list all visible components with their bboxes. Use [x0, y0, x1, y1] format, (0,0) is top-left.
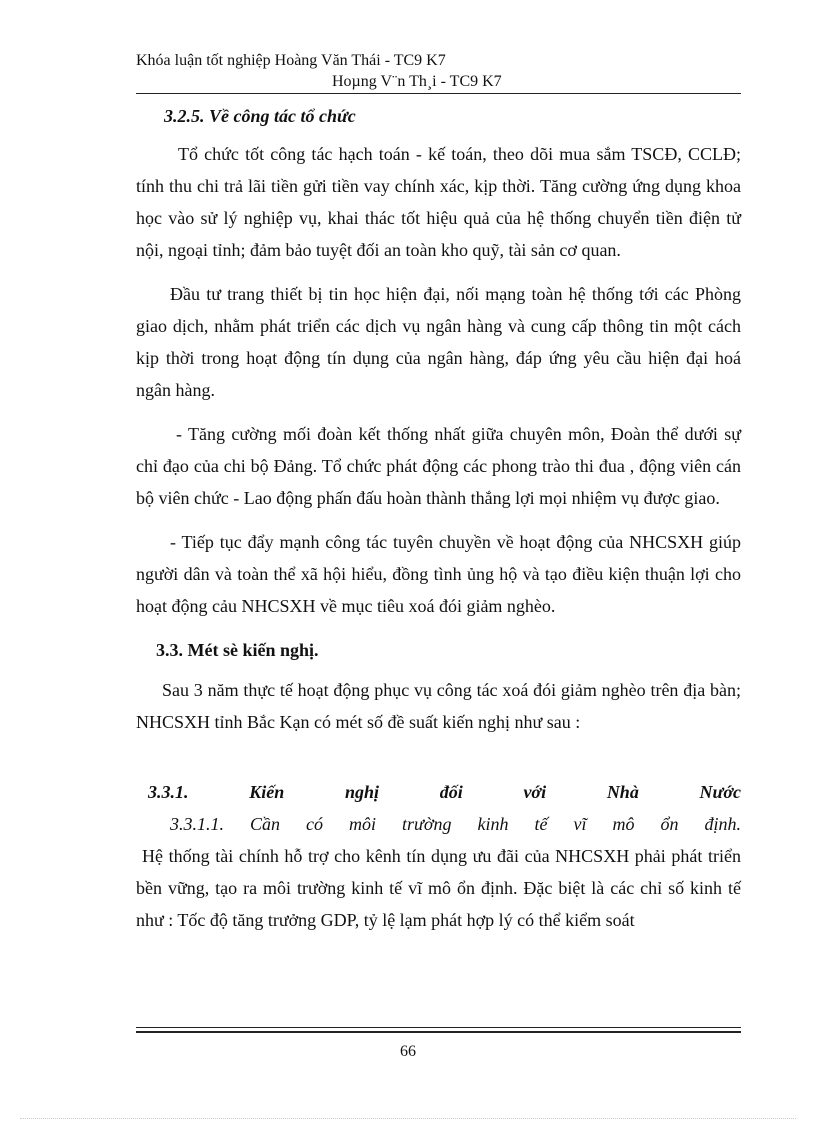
paragraph: Sau 3 năm thực tế hoạt động phục vụ công tác xoá đói giảm nghèo trên địa bàn; NHCSXH tỉnh Bắc Kạn có mét số đề suất kiến nghị như sau : [136, 680, 741, 732]
section-3-2-5-heading: 3.2.5. Về công tác tổ chức [164, 106, 356, 126]
heading-word: Cần [250, 814, 281, 834]
paragraph: - Tiếp tục đẩy mạnh công tác tuyên chuyền về hoạt động của NHCSXH giúp người dân và toàn thể xã hội hiểu, đồng tình ủng hộ và tạo điều kiện thuận lợi cho hoạt động cảu NHCSXH về mục tiêu xoá đói giảm nghèo. [136, 532, 741, 616]
section-3-3-heading: 3.3. Mét sè kiến nghị. [156, 640, 319, 660]
page-number: 66 [400, 1043, 416, 1060]
paragraph: - Tăng cường mối đoàn kết thống nhất giữa chuyên môn, Đoàn thể dưới sự chỉ đạo của chi bộ Đảng. Tổ chức phát động các phong trào thi đua , động viên cán bộ viên chức - Lao động phấn đấu hoàn thành thắng lợi mọi nhiệm vụ được giao. [136, 424, 741, 508]
heading-word: 3.3.1. [148, 782, 189, 802]
footer-rule [136, 1031, 741, 1033]
heading-word: mô [612, 814, 635, 834]
heading-word: tế [534, 814, 548, 834]
heading-word: với [523, 782, 547, 802]
heading-word: ổn [660, 814, 679, 834]
header-line-2: Hoµng V¨n Th¸i - TC9 K7 [332, 73, 502, 90]
heading-word: đối [439, 782, 463, 802]
page-body [136, 100, 741, 936]
heading-word: kinh [477, 814, 509, 834]
paragraph: Hệ thống tài chính hỗ trợ cho kênh tín dụng ưu đãi của NHCSXH phải phát triển bền vững, tạo ra môi trường kinh tế vĩ mô ổn định. Đặc biệt là các chỉ số kinh tế như : Tốc độ tăng trưởng GDP, tỷ lệ lạm phát hợp lý có thể kiểm soát [136, 846, 741, 930]
heading-word: môi [349, 814, 377, 834]
heading-word: Nước [699, 782, 741, 802]
header-line-1: Khóa luận tốt nghiệp Hoàng Văn Thái - TC9 K7 [136, 52, 446, 69]
section-3-3-1-1-heading [136, 808, 741, 840]
heading-word: nghị [344, 782, 379, 802]
footer-rule [136, 1027, 741, 1028]
heading-word: Kiến [249, 782, 285, 802]
paragraph: Đầu tư trang thiết bị tin học hiện đại, nối mạng toàn hệ thống tới các Phòng giao dịch, nhằm phát triển các dịch vụ ngân hàng và cung cấp thông tin một cách kịp thời trong hoạt động tín dụng của ngân hàng, đáp ứng yêu cầu hiện đại hoá ngân hàng. [136, 284, 741, 400]
heading-word: vĩ [573, 814, 587, 834]
page-edge-divider [20, 1118, 796, 1119]
header-rule [136, 93, 741, 94]
heading-word: 3.3.1.1. [170, 814, 224, 834]
heading-word: có [306, 814, 324, 834]
heading-word: định. [704, 814, 741, 834]
section-3-3-1-heading [136, 776, 741, 808]
heading-word: Nhà [606, 782, 639, 802]
paragraph: Tổ chức tốt công tác hạch toán - kế toán, theo dõi mua sắm TSCĐ, CCLĐ; tính thu chi trả lãi tiền gửi tiền vay chính xác, kịp thời. Tăng cường ứng dụng khoa học vào sử lý nghiệp vụ, khai thác tốt hiệu quả của hệ thống chuyển tiền điện tử nội, ngoại tỉnh; đảm bảo tuyệt đối an toàn kho quỹ, tài sản cơ quan. [136, 144, 741, 260]
running-header [136, 50, 741, 92]
heading-word: trường [402, 814, 452, 834]
